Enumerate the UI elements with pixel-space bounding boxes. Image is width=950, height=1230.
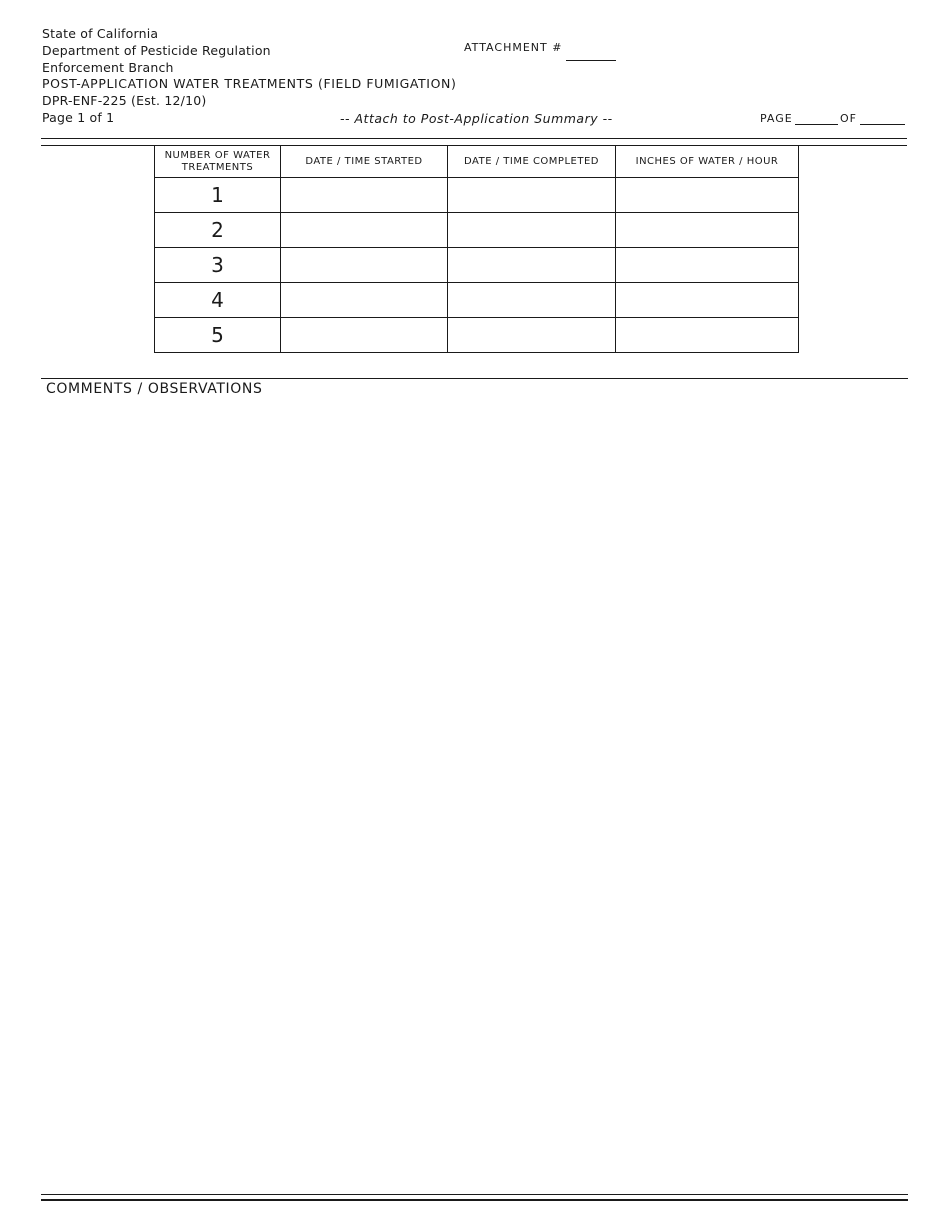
date-time-started-cell[interactable] bbox=[281, 248, 448, 283]
inches-per-hour-cell[interactable] bbox=[616, 283, 799, 318]
date-time-completed-cell[interactable] bbox=[448, 318, 616, 353]
table-row bbox=[155, 318, 799, 353]
page-of-text: Page 1 of 1 bbox=[42, 110, 115, 125]
attach-note: -- Attach to Post-Application Summary -- bbox=[340, 111, 613, 126]
treatment-number: 1 bbox=[155, 178, 281, 213]
page-label: PAGE bbox=[760, 112, 793, 125]
inches-per-hour-cell[interactable] bbox=[616, 178, 799, 213]
comments-label: COMMENTS / OBSERVATIONS bbox=[46, 381, 263, 397]
header-rule-top bbox=[41, 138, 907, 139]
date-time-completed-cell[interactable] bbox=[448, 283, 616, 318]
treatment-number: 5 bbox=[155, 318, 281, 353]
table-row bbox=[155, 178, 799, 213]
header-date-time-started: DATE / TIME STARTED bbox=[281, 146, 448, 178]
attachment-number-field[interactable] bbox=[566, 60, 616, 61]
form-number: DPR-ENF-225 (Est. 12/10) bbox=[42, 93, 207, 108]
date-time-completed-cell[interactable] bbox=[448, 248, 616, 283]
header-number-of-treatments: NUMBER OF WATER TREATMENTS bbox=[155, 146, 281, 178]
comments-area[interactable] bbox=[41, 400, 908, 1190]
date-time-started-cell[interactable] bbox=[281, 178, 448, 213]
agency-department: Department of Pesticide Regulation bbox=[42, 43, 271, 58]
table-row bbox=[155, 283, 799, 318]
inches-per-hour-cell[interactable] bbox=[616, 213, 799, 248]
footer-rule-top bbox=[41, 1194, 908, 1195]
water-treatments-table bbox=[154, 145, 799, 353]
agency-state: State of California bbox=[42, 26, 159, 41]
comments-rule bbox=[41, 378, 908, 379]
inches-per-hour-cell[interactable] bbox=[616, 248, 799, 283]
of-label: OF bbox=[840, 112, 857, 125]
inches-per-hour-cell[interactable] bbox=[616, 318, 799, 353]
treatment-number: 4 bbox=[155, 283, 281, 318]
date-time-started-cell[interactable] bbox=[281, 213, 448, 248]
treatment-number: 3 bbox=[155, 248, 281, 283]
date-time-completed-cell[interactable] bbox=[448, 213, 616, 248]
table-row bbox=[155, 248, 799, 283]
page-number-field[interactable] bbox=[795, 124, 838, 125]
date-time-started-cell[interactable] bbox=[281, 318, 448, 353]
header-inches-of-water: INCHES OF WATER / HOUR bbox=[616, 146, 799, 178]
agency-branch: Enforcement Branch bbox=[42, 60, 174, 75]
attachment-label: ATTACHMENT # bbox=[464, 41, 563, 54]
treatment-number: 2 bbox=[155, 213, 281, 248]
date-time-started-cell[interactable] bbox=[281, 283, 448, 318]
form-title: POST-APPLICATION WATER TREATMENTS (FIELD FUMIGATION) bbox=[42, 76, 457, 91]
table-row bbox=[155, 213, 799, 248]
footer-rule-bottom bbox=[41, 1199, 908, 1201]
date-time-completed-cell[interactable] bbox=[448, 178, 616, 213]
total-pages-field[interactable] bbox=[860, 124, 905, 125]
header-date-time-completed: DATE / TIME COMPLETED bbox=[448, 146, 616, 178]
